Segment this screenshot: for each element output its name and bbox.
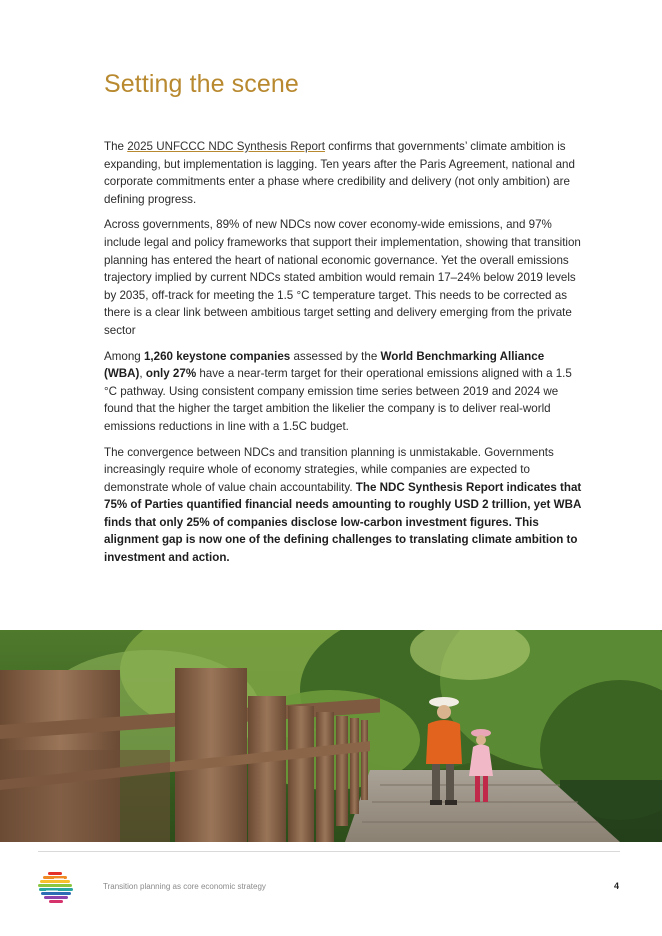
body-text	[104, 138, 584, 575]
paragraph-4: The convergence between NDCs and transition planning is unmistakable. Governments increasingly require whole of economy strategies, while companies are expected to demonstrate whole of value chain accountability. The NDC Synthesis Report indicates that 75% of Parties quantified financial needs amounting to roughly USD 2 trillion, yet WBA finds that only 25% of companies disclose low-carbon investment figures. This alignment gap is now one of the defining challenges to translating climate ambition to investment and action.	[104, 445, 582, 565]
footer-title: Transition planning as core economic strategy	[103, 882, 266, 891]
page-number: 4	[614, 881, 620, 891]
boardwalk-photo-illustration	[0, 630, 662, 842]
footer-divider	[38, 851, 620, 852]
boardwalk-photo	[0, 630, 662, 842]
organization-logo	[38, 870, 76, 906]
page-title: Setting the scene	[104, 70, 299, 98]
paragraph-2: Across governments, 89% of new NDCs now cover economy-wide emissions, and 97% include legal and policy frameworks that support their implementation, showing that transition planning has entered the heart of national economic governance. Yet the overall emissions trajectory implied by current NDCs stated ambition would remain 17–24% below 2019 levels by 2035, off-track for meeting the 1.5 °C temperature target. This needs to be corrected as there is a clear link between ambitious target setting and delivery emerging from the private sector	[104, 218, 581, 337]
ndc-synthesis-report-link[interactable]: 2025 UNFCCC NDC Synthesis Report	[127, 140, 326, 153]
paragraph-1: The 2025 UNFCCC NDC Synthesis Report confirms that governments’ climate ambition is expanding, but implementation is lagging. Ten years after the Paris Agreement, national and corporate commitments enter a phase where credibility and delivery (not only ambition) are defining progress.	[104, 140, 575, 206]
paragraph-3: Among 1,260 keystone companies assessed by the World Benchmarking Alliance (WBA), only 27% have a near-term target for their operational emissions aligned with a 1.5 °C pathway. Using consistent company emission time series between 2019 and 2024 we found that the higher the target ambition the likelier the company is to deliver real-world emissions reductions in line with a 1.5C budget.	[104, 349, 572, 433]
